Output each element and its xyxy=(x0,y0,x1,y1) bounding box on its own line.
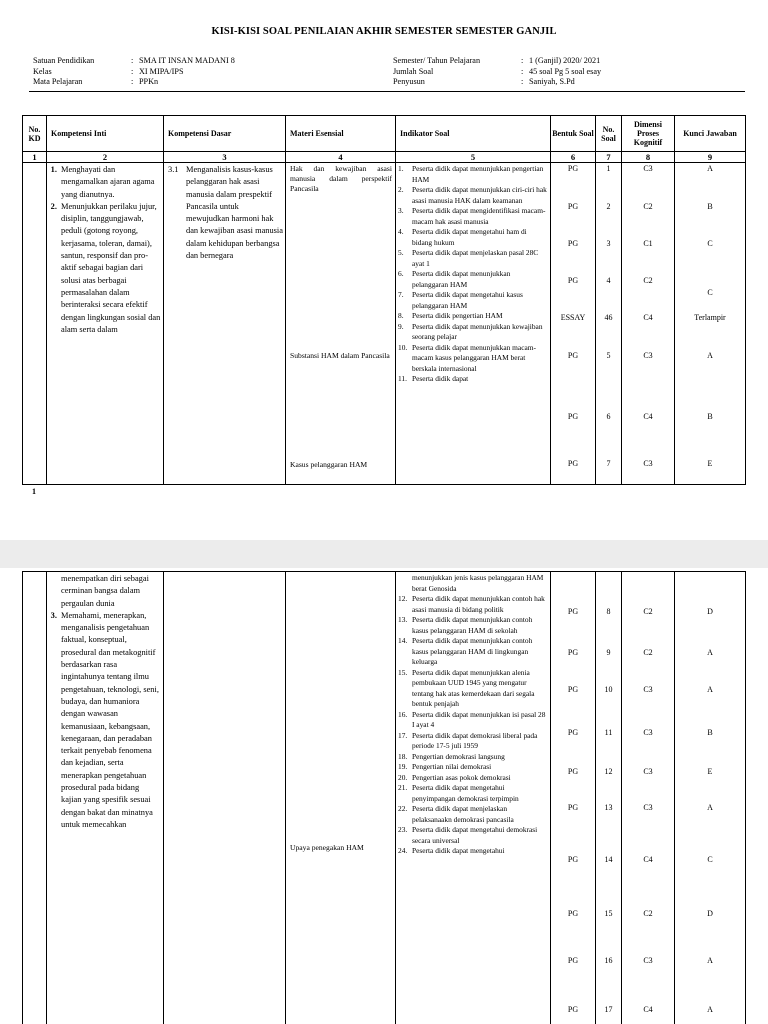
page-gap xyxy=(0,540,768,568)
kd-text: Menganalisis kasus-kasus pelanggaran hak asasi manusia dalam prespektif Pancasila untuk mewujudkan harmoni hak dan kewajiban asasi manusia dalam kehidupan berbangsa dan bernegara xyxy=(186,165,283,261)
indicator-number: 20. xyxy=(398,772,408,782)
indicator-text: Pengertian demokrasi langsung xyxy=(412,751,505,761)
header-materi-esensial: Materi Esensial xyxy=(286,116,396,152)
meta-row: Kelas : XI MIPA/IPS xyxy=(33,66,184,76)
col-number: 5 xyxy=(396,152,551,163)
dimensi-cell xyxy=(622,572,675,1024)
meta-row: Jumlah Soal : 45 soal Pg 5 soal esay xyxy=(393,66,602,76)
dimensi-value: C3 xyxy=(643,685,653,694)
indicator-item xyxy=(398,773,547,784)
indicator-text: Peserta didik dapat menjelaskan pelaksanaakn demokrasi pancasila xyxy=(412,804,514,824)
header-kompetensi-inti: Kompetensi Inti xyxy=(47,116,164,152)
kunci-jawaban-value: C xyxy=(707,288,713,297)
indicator-number: 9. xyxy=(398,321,404,331)
indicator-number: 8. xyxy=(398,311,404,320)
indicator-text: Peserta didik dapat demokrasi liberal pada periode 17-5 juli 1959 xyxy=(412,730,538,750)
meta-row: Satuan Pendidikan : SMA IT INSAN MADANI 8 xyxy=(33,56,235,65)
indicator-number: 19. xyxy=(398,762,408,771)
indicator-number: 11. xyxy=(398,374,407,383)
meta-label: Kelas xyxy=(33,66,52,76)
ki-continuation: menempatkan diri sebagai cerminan bangsa dalam pergaulan dunia xyxy=(61,574,149,608)
dimensi-value: C2 xyxy=(643,607,653,616)
document-title: KISI-KISI SOAL PENILAIAN AKHIR SEMESTER SEMESTER GANJIL xyxy=(211,26,557,37)
dimensi-value: C3 xyxy=(643,728,653,737)
bentuk-soal-cell xyxy=(551,572,596,1024)
col-number: 1 xyxy=(23,152,47,163)
no-kd-cell xyxy=(23,163,47,485)
indicator-item xyxy=(398,615,547,636)
meta-value: Saniyah, S.Pd xyxy=(529,77,575,86)
indicator-number: 5. xyxy=(398,248,404,257)
no-soal-value: 14 xyxy=(604,855,613,864)
table-body-row xyxy=(23,163,746,485)
col-number: 3 xyxy=(164,152,286,163)
dimensi-value: C4 xyxy=(643,1005,653,1014)
no-soal-value: 13 xyxy=(604,803,613,812)
indicator-item xyxy=(398,783,547,804)
indikator-soal-cell xyxy=(396,572,551,1024)
kunci-jawaban-value: C xyxy=(707,855,713,864)
indicator-item xyxy=(398,290,547,311)
materi-item: Substansi HAM dalam Pancasila xyxy=(290,351,390,360)
indicator-text: Pengertian asas pokok demokrasi xyxy=(412,772,511,782)
indicator-number: 6. xyxy=(398,269,404,278)
bentuk-soal-value: ESSAY xyxy=(560,313,586,322)
ki-item: 3. Memahami, menerapkan, menganalisis pengetahuan faktual, konseptual, prosedural dan metakognitif berdasarkan rasa ingintahunya tentang ilmu pengetahuan, teknologi, seni, budaya, dan humaniora dengan wawasan kemanusiaan, kebangsaan, kenegaraan, dan peradaban terkait penyebab fenomena dan kejadian, serta menerapkan pengetahuan prosedural pada bidang kajian yang spesifik sesuai dengan bakat dan minatnya untuk memecahkan xyxy=(59,610,161,831)
kunci-jawaban-value: D xyxy=(707,909,713,918)
ki-item: 1. Menghayati dan mengamalkan ajaran agama yang dianutnya. xyxy=(59,164,161,201)
dimensi-value: C2 xyxy=(643,648,653,657)
indicator-item xyxy=(398,269,547,290)
no-soal-value: 3 xyxy=(606,239,611,248)
no-soal-value: 4 xyxy=(606,276,611,285)
dimensi-value: C3 xyxy=(643,767,653,776)
indicator-number: 14. xyxy=(398,636,408,645)
meta-label: Jumlah Soal xyxy=(393,66,434,76)
no-kd-cell xyxy=(23,572,47,1024)
indicator-text: Peserta didik dapat menunjukkan pelanggaran HAM xyxy=(412,269,511,289)
header-no-kd: No. KD xyxy=(23,116,47,152)
indicator-number: 17. xyxy=(398,730,408,740)
bentuk-soal-value: PG xyxy=(567,855,579,864)
indicator-number: 1. xyxy=(398,164,404,173)
bentuk-soal-value: PG xyxy=(567,164,579,173)
indicator-text: Peserta didik dapat menunjukkan alenia pembukaan UUD 1945 yang mengatur tentang hak atas kemerdekaan dari segala bentuk penjajah xyxy=(412,667,535,708)
meta-right xyxy=(393,56,601,88)
dimensi-value: C3 xyxy=(643,351,653,360)
indikator-soal-cell xyxy=(396,163,551,485)
indicator-text: Peserta didik dapat menjelaskan pasal 28C ayat 1 xyxy=(412,248,539,268)
bentuk-soal-value: PG xyxy=(567,956,579,965)
indicator-item xyxy=(398,227,547,248)
meta-label: Mata Pelajaran xyxy=(33,77,83,86)
indicator-number: 4. xyxy=(398,227,404,236)
indicator-number: 21. xyxy=(398,783,408,792)
ki-item: 2. Menunjukkan perilaku jujur, disiplin, tanggungjawab, peduli (gotong royong, kerjasama, toleran, damai), santun, responsif dan pro-aktif sebagai bagian dari solusi atas berbagai permasalahan dalam berinteraksi secara efektif dengan lingkungan sosial dan alam serta dalam xyxy=(59,201,161,336)
indicator-item xyxy=(398,762,547,773)
kompetensi-dasar-cell xyxy=(164,163,286,485)
kunci-jawaban-value: C xyxy=(707,239,713,248)
bentuk-soal-value: PG xyxy=(567,276,579,285)
col-number: 8 xyxy=(622,152,675,163)
no-soal-value: 10 xyxy=(604,685,613,694)
materi-item: Hak dan kewajiban asasi manusia dalam perspektif Pancasila xyxy=(290,164,392,193)
table-header-row xyxy=(23,116,746,152)
header-no-soal: No. Soal xyxy=(596,116,622,152)
indicator-item xyxy=(398,374,547,385)
col-number: 7 xyxy=(596,152,622,163)
kunci-jawaban-value: B xyxy=(707,728,713,737)
dimensi-value: C4 xyxy=(643,412,653,421)
indicator-item xyxy=(398,343,547,375)
indicator-text: Peserta didik dapat mengetahui penyimpangan demokrasi terpimpin xyxy=(412,783,519,803)
kunci-jawaban-value: D xyxy=(707,607,713,616)
indicator-item xyxy=(398,668,547,710)
indicator-item xyxy=(398,311,547,322)
document-page-2 xyxy=(0,568,768,1024)
no-soal-value: 2 xyxy=(606,202,611,211)
kd-number: 3.1 xyxy=(168,165,179,174)
column-number-row xyxy=(23,152,746,163)
meta-value: 45 soal Pg 5 soal esay xyxy=(529,66,602,76)
indicator-text: Peserta didik dapat menunjukkan pengertian HAM xyxy=(412,164,544,184)
meta-value: XI MIPA/IPS xyxy=(139,66,184,76)
header-kunci-jawaban: Kunci Jawaban xyxy=(675,116,746,152)
header-bentuk-soal: Bentuk Soal xyxy=(551,116,596,152)
indicator-text: Peserta didik dapat xyxy=(412,374,469,383)
dimensi-value: C2 xyxy=(643,909,653,918)
dimensi-value: C3 xyxy=(643,803,653,812)
indicator-text: Peserta didik pengertian HAM xyxy=(412,311,503,320)
indicator-text: Peserta didik dapat menunjukkan macam-macam kasus pelanggaran HAM berat berskala internasional xyxy=(412,342,536,373)
dimensi-value: C2 xyxy=(643,202,653,211)
kunci-jawaban-value: A xyxy=(707,351,713,360)
indicator-number: 7. xyxy=(398,290,404,299)
indicator-number: 18. xyxy=(398,751,408,761)
meta-row: Mata Pelajaran : PPKn xyxy=(33,77,159,86)
no-soal-value: 8 xyxy=(606,607,611,616)
indicator-text: Peserta didik dapat menunjukkan ciri-ciri hak asasi manusia HAK dalam keamanan xyxy=(412,185,547,205)
materi-item: Upaya penegakan HAM xyxy=(290,843,364,852)
indicator-text: Peserta didik dapat mengetahui xyxy=(412,846,505,855)
no-soal-cell xyxy=(596,572,622,1024)
indicator-text: Peserta didik dapat menunjukkan contoh kasus pelanggaran HAM di sekolah xyxy=(412,615,533,635)
indicator-text: Peserta didik dapat mengetahui demokrasi secara universal xyxy=(412,825,538,845)
meta-left xyxy=(33,56,235,88)
bentuk-soal-value: PG xyxy=(567,803,579,812)
bentuk-soal-value: PG xyxy=(567,685,579,694)
kunci-jawaban-value: B xyxy=(707,202,713,211)
dimensi-value: C3 xyxy=(643,459,653,468)
no-soal-value: 15 xyxy=(604,909,613,918)
header-indikator-soal: Indikator Soal xyxy=(396,116,551,152)
kunci-jawaban-value: E xyxy=(707,767,713,776)
bentuk-soal-value: PG xyxy=(567,412,579,421)
bentuk-soal-value: PG xyxy=(567,239,579,248)
kompetensi-inti-cell xyxy=(47,572,164,1024)
indicator-item xyxy=(398,846,547,857)
materi-esensial-cell xyxy=(286,163,396,485)
bentuk-soal-value: PG xyxy=(567,909,579,918)
indicator-number: 15. xyxy=(398,667,408,677)
bentuk-soal-value: PG xyxy=(567,1005,579,1014)
indicator-item xyxy=(398,804,547,825)
indicator-number: 13. xyxy=(398,615,408,624)
materi-item: Kasus pelanggaran HAM xyxy=(290,460,368,469)
meta-label: Satuan Pendidikan xyxy=(33,56,95,65)
no-soal-value: 1 xyxy=(606,164,611,173)
indicator-number: 24. xyxy=(398,846,408,855)
kunci-jawaban-value: A xyxy=(707,1005,713,1014)
meta-value: SMA IT INSAN MADANI 8 xyxy=(139,56,235,65)
dimensi-value: C4 xyxy=(643,855,653,864)
indicator-number: 3. xyxy=(398,206,404,215)
indicator-number: 22. xyxy=(398,804,408,813)
kunci-jawaban-value: A xyxy=(707,164,713,173)
header-divider xyxy=(29,91,745,92)
indicator-item xyxy=(398,731,547,752)
indicator-item xyxy=(398,752,547,763)
no-soal-value: 7 xyxy=(606,459,611,468)
no-soal-value: 17 xyxy=(604,1005,613,1014)
indicator-text: Peserta didik dapat menunjukkan isi pasal 28 I ayat 4 xyxy=(412,709,546,729)
no-soal-value: 46 xyxy=(604,313,613,322)
indicator-item xyxy=(398,164,547,185)
header-dimensi-proses-kognitif: Dimensi Proses Kognitif xyxy=(622,116,675,152)
indicator-number: 12. xyxy=(398,594,408,603)
indicator-item xyxy=(398,185,547,206)
kisi-kisi-table-page-2 xyxy=(22,571,746,1024)
indicator-item xyxy=(398,594,547,615)
bentuk-soal-value: PG xyxy=(567,351,579,360)
dimensi-value: C3 xyxy=(643,956,653,965)
kunci-jawaban-value: E xyxy=(707,459,713,468)
indicator-text: Pengertian nilai demokrasi xyxy=(412,762,492,771)
col-number: 9 xyxy=(675,152,746,163)
indicator-number: 2. xyxy=(398,185,404,194)
kunci-jawaban-value: Terlampir xyxy=(694,313,726,322)
kunci-jawaban-value: B xyxy=(707,412,713,421)
meta-label: Semester/ Tahun Pelajaran xyxy=(393,56,481,65)
bentuk-soal-value: PG xyxy=(567,607,579,616)
indicator-text: Peserta didik dapat menunjukkan kewajiban seorang pelajar xyxy=(412,321,543,341)
kompetensi-inti-cell xyxy=(47,163,164,485)
indicator-number: 23. xyxy=(398,825,408,834)
page-number: 1 xyxy=(32,487,36,496)
kisi-kisi-table-page-1 xyxy=(22,115,746,485)
kunci-jawaban-value: A xyxy=(707,685,713,694)
no-soal-value: 9 xyxy=(606,648,611,657)
indicator-number: 10. xyxy=(398,342,408,352)
indicator-text: Peserta didik dapat mengidentifikasi macam-macam hak asasi manusia xyxy=(412,206,546,226)
table-body-row xyxy=(23,572,746,1024)
dimensi-value: C1 xyxy=(643,239,653,248)
indicator-text: Peserta didik dapat menunjukkan contoh hak asasi manusia di bidang politik xyxy=(412,594,545,614)
no-soal-value: 6 xyxy=(606,412,611,421)
bentuk-soal-value: PG xyxy=(567,728,579,737)
no-soal-value: 12 xyxy=(604,767,613,776)
indicator-item xyxy=(398,322,547,343)
indicator-text: Peserta didik dapat mengetahui ham di bidang hukum xyxy=(412,227,527,247)
meta-row: Semester/ Tahun Pelajaran : 1 (Ganjil) 2020/ 2021 xyxy=(393,56,601,65)
meta-value: 1 (Ganjil) 2020/ 2021 xyxy=(529,56,601,65)
bentuk-soal-value: PG xyxy=(567,202,579,211)
indicator-item xyxy=(398,636,547,668)
meta-row: Penyusun : Saniyah, S.Pd xyxy=(393,77,575,86)
kunci-jawaban-value: A xyxy=(707,956,713,965)
no-soal-value: 16 xyxy=(604,956,613,965)
kunci-jawaban-cell xyxy=(675,572,746,1024)
col-number: 6 xyxy=(551,152,596,163)
indicator-item xyxy=(398,825,547,846)
no-soal-value: 11 xyxy=(604,728,613,737)
no-soal-cell xyxy=(596,163,622,485)
no-soal-value: 5 xyxy=(606,351,611,360)
indicator-text: Peserta didik dapat menunjukkan contoh kasus pelanggaran HAM di lingkungan keluarga xyxy=(412,636,533,666)
dimensi-value: C2 xyxy=(643,276,653,285)
dimensi-value: C3 xyxy=(643,164,653,173)
bentuk-soal-value: PG xyxy=(567,648,579,657)
indicator-item xyxy=(398,710,547,731)
meta-value: PPKn xyxy=(139,77,159,86)
bentuk-soal-cell xyxy=(551,163,596,485)
kunci-jawaban-cell xyxy=(675,163,746,485)
dimensi-value: C4 xyxy=(643,313,653,322)
kompetensi-dasar-cell xyxy=(164,572,286,1024)
col-number: 2 xyxy=(47,152,164,163)
meta-label: Penyusun xyxy=(393,77,425,86)
kunci-jawaban-value: A xyxy=(707,648,713,657)
bentuk-soal-value: PG xyxy=(567,459,579,468)
bentuk-soal-value: PG xyxy=(567,767,579,776)
col-number: 4 xyxy=(286,152,396,163)
indicator-number: 16. xyxy=(398,709,408,719)
header-kompetensi-dasar: Kompetensi Dasar xyxy=(164,116,286,152)
kunci-jawaban-value: A xyxy=(707,803,713,812)
indicator-item xyxy=(398,248,547,269)
indicator-item xyxy=(398,206,547,227)
indicator-text: Peserta didik dapat mengetahui kasus pelanggaran HAM xyxy=(412,290,523,310)
dimensi-cell xyxy=(622,163,675,485)
indicator-continuation: menunjukkan jenis kasus pelanggaran HAM berat Genosida xyxy=(412,573,544,593)
materi-esensial-cell xyxy=(286,572,396,1024)
